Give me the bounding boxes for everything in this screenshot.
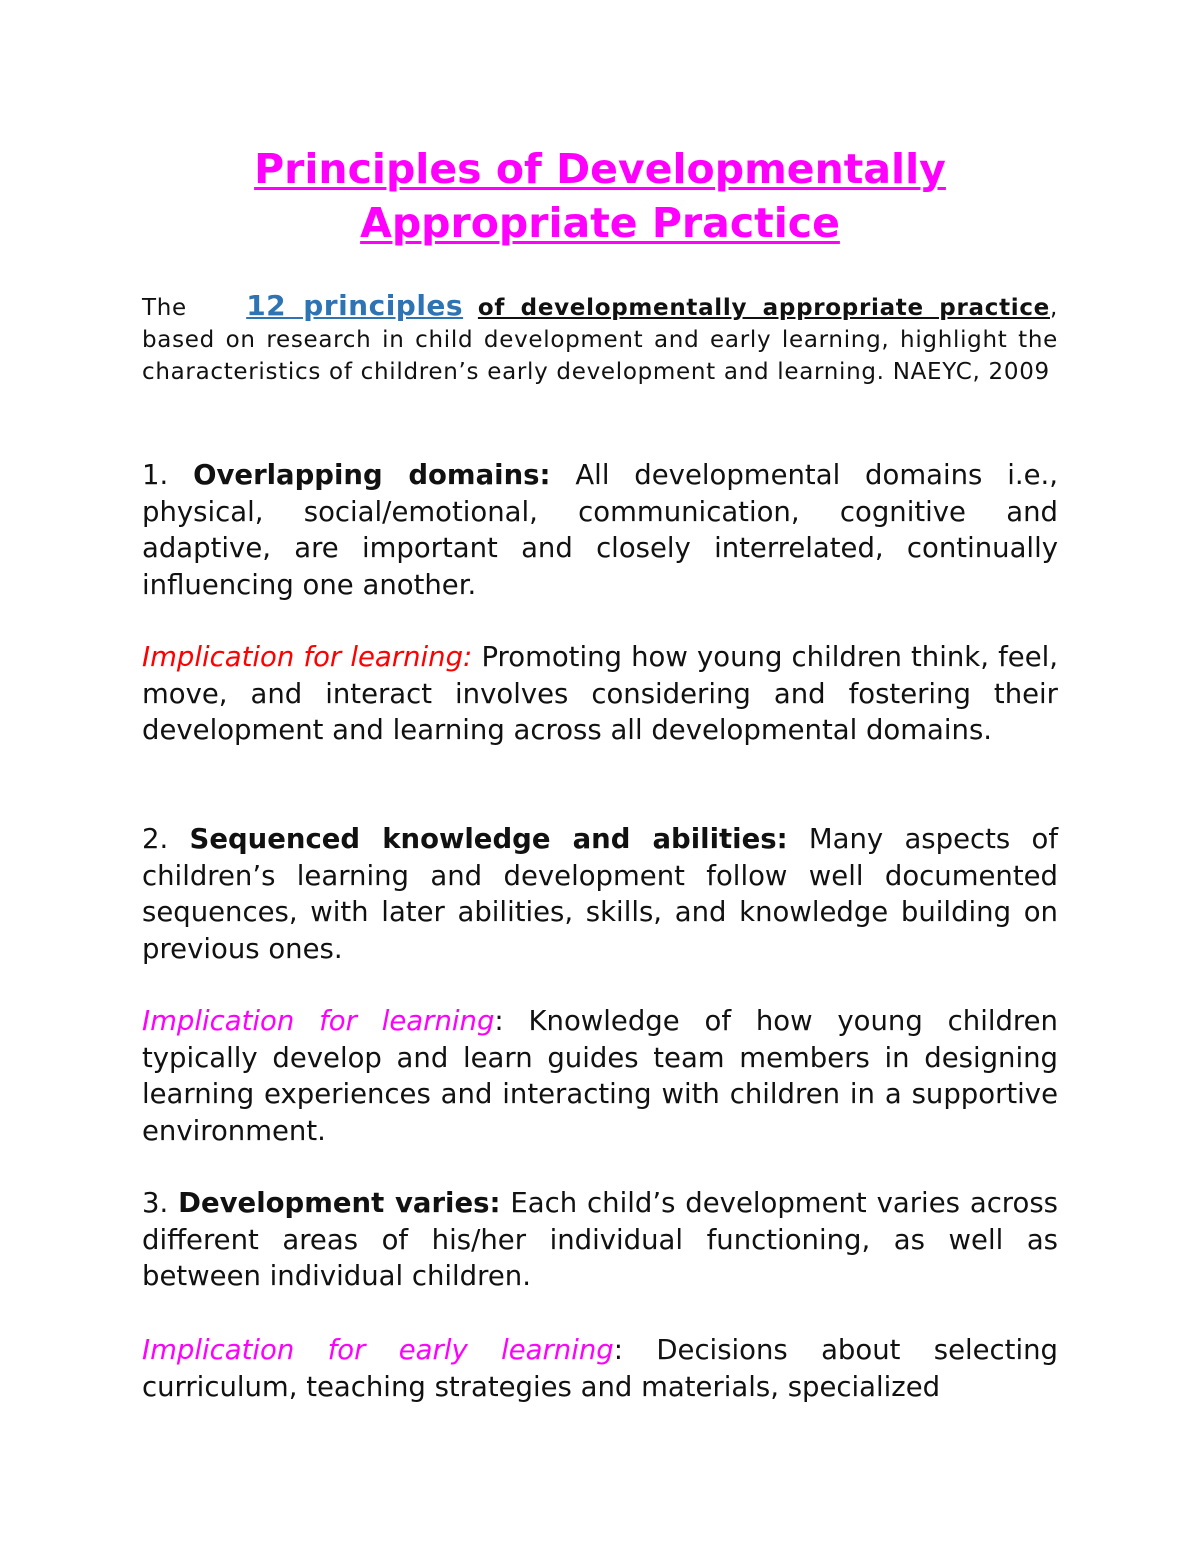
implication-1-label: Implication for learning: (142, 641, 473, 673)
principles-link[interactable]: 12 principles (246, 289, 464, 322)
document-title (142, 142, 1058, 250)
principle-3-heading: Development varies: (178, 1187, 501, 1219)
principle-2-text: Many aspects of children’s learning and development follow well documented sequences, with later abilities, skills, and knowledge building on previous ones. (142, 823, 1059, 965)
implication-1-text: Promoting how young children think, feel, move, and interact involves considering and fostering their development and learning across all developmental domains. (142, 641, 1058, 746)
implication-2 (142, 1003, 1058, 1149)
intro-the: The (142, 295, 187, 321)
intro-term: of developmentally appropriate practice (477, 295, 1050, 321)
implication-3-text: Decisions about selecting curriculum, teaching strategies and materials, specialized (142, 1334, 1058, 1403)
principle-3-text: Each child’s development varies across different areas of his/her individual functioning, as well as between individual children. (142, 1187, 1058, 1292)
principle-1-heading: Overlapping domains: (193, 459, 551, 491)
intro-comma: , (1049, 295, 1058, 321)
principle-3-number: 3. (142, 1187, 169, 1219)
intro-rest: based on research in child development and early learning, highlight the characteristics of children’s early development and learning. NAEYC, 2009 (142, 327, 1058, 385)
principle-2-heading: Sequenced knowledge and abilities: (189, 823, 788, 855)
implication-3-label: Implication for early learning (142, 1334, 614, 1366)
implication-1 (142, 639, 1058, 749)
implication-3 (142, 1332, 1058, 1405)
principle-1-text: All developmental domains i.e., physical, social/emotional, communication, cognitive and adaptive, are important and closely interrelated, continually influencing one another. (142, 459, 1059, 601)
principle-3 (142, 1185, 1058, 1295)
principle-2-number: 2. (142, 823, 169, 855)
principle-2 (142, 821, 1058, 967)
intro-paragraph (142, 290, 1058, 388)
implication-2-label: Implication for learning (142, 1005, 495, 1037)
implication-3-colon: : (613, 1334, 624, 1366)
principle-1 (142, 457, 1058, 603)
principle-1-number: 1. (142, 459, 169, 491)
title-line-1: Principles of Developmentally (254, 145, 946, 193)
title-line-2: Appropriate Practice (360, 199, 840, 247)
implication-2-colon: : (494, 1005, 504, 1037)
implication-2-text: Knowledge of how young children typically develop and learn guides team members in designing learning experiences and interacting with children in a supportive environment. (142, 1005, 1058, 1147)
